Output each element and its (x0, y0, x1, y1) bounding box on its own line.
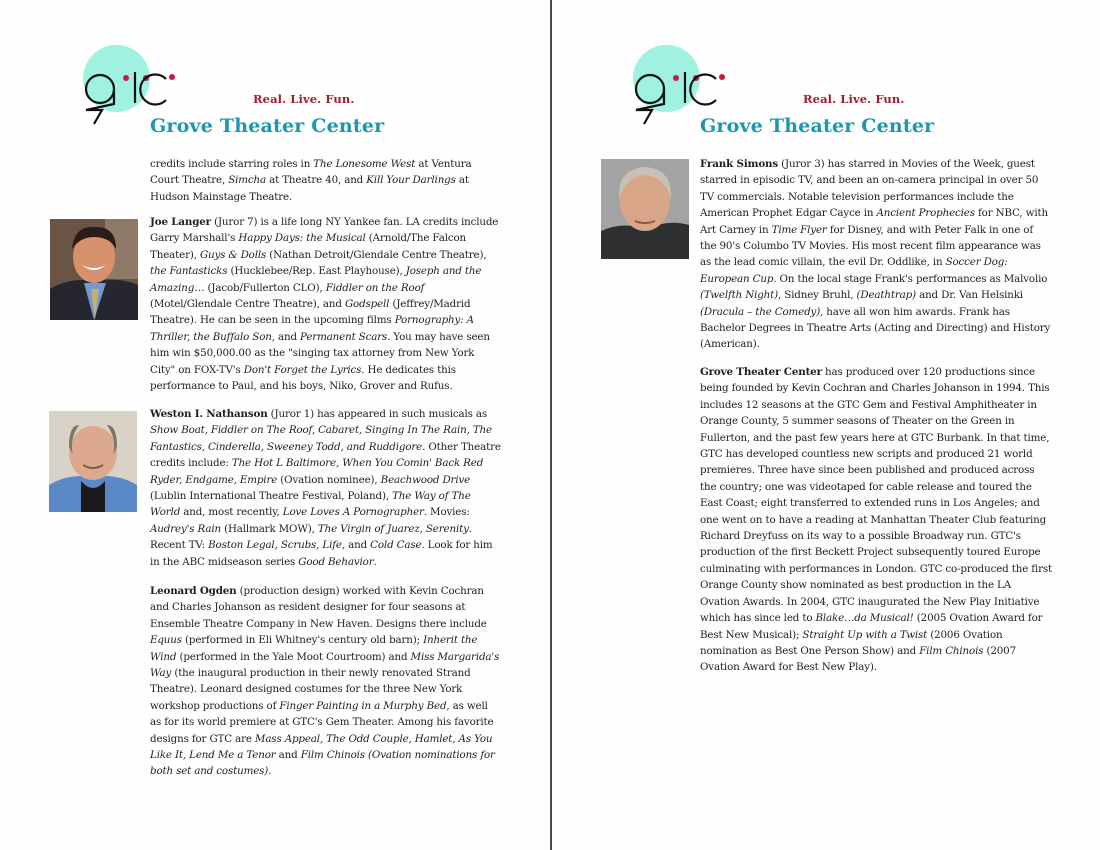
text-run: (Lublin International Theatre Festival, Poland), (150, 490, 393, 503)
title-italic: Pornography: A Thriller, the Buffalo Son, (150, 314, 474, 343)
text-run: (Hucklebee/Rep. East Playhouse), (227, 265, 406, 278)
text-run: credits include starring roles in (150, 158, 314, 170)
text-run: have all won him awards. Frank has Bachelor Degrees in Theatre Arts (Acting and Directing) and History (American). (700, 305, 1051, 351)
title-italic: Fiddler on the Roof (325, 281, 425, 294)
bio-text (150, 214, 502, 394)
headshot-joe-langer (50, 219, 138, 320)
bio-name: Grove Theater Center (700, 366, 822, 378)
title-italic: Don't Forget the Lyrics (243, 363, 362, 376)
text-run: at Theatre 40, and (265, 174, 367, 187)
text-run: (Motel/Glendale Centre Theatre), and (150, 298, 345, 311)
text-run: has produced over 120 productions since being founded by Kevin Cochran and Charles Johanson in 1994. This includes 12 seasons at the GTC Gem and Festival Amphitheater in Orange County, 5 summer seasons of Theater on the Green in Fullerton, and the past few years here at GTC Burbank. In that time, GTC has developed countless new scripts and produced 21 world premieres. Three have since been published and produced across the country; one was videotaped for cable release and toured the East Coast; eight transferred to extended runs in Los Angeles; and one went on to have a reading at Manhattan Theater Club featuring Richard Dreyfuss on its way to a possible Broadway run. GTC's production of the first Beckett Project subsequently toured Europe culminating with performances in London. GTC co-produced the first Orange County show nominated as best production in the LA Ovation Awards. In 2004, GTC inaugurated the New Play Initiative which has since led to (700, 366, 1052, 625)
text-run: (the inaugural production in their newly renovated Strand Theatre). Leonard designed costumes for the three New York workshop productions of (150, 667, 471, 712)
text-run: and (274, 330, 301, 343)
bio-text (150, 583, 502, 780)
portrait-image-icon (49, 411, 137, 512)
text-run: (Nathan Detroit/Glendale Centre Theatre), (266, 248, 487, 261)
title-italic: The Way of The World (150, 490, 471, 519)
text-run: (Ovation nominee), (277, 473, 381, 486)
text-run: . (373, 555, 377, 568)
text-run: (2005 Ovation Award for Best New Musical); (700, 612, 1043, 641)
title-italic: Good Behavior (298, 555, 374, 568)
title-italic: Finger Painting in a Murphy Bed (279, 699, 447, 712)
title-italic: Happy Days: the Musical (238, 232, 366, 245)
bio-text (150, 406, 502, 570)
title-italic: Film Chinois (Ovation nominations for both set and costumes). (150, 749, 495, 778)
text-run: (Arnold/The Falcon Theater), (150, 232, 466, 261)
text-run: . Recent TV: (150, 522, 472, 552)
bio-name: Leonard Ogden (150, 585, 237, 597)
text-run: (performed in Eli Whitney's century old barn); (181, 634, 424, 647)
text-run: and (344, 539, 371, 552)
text-run: (performed in the Yale Moot Courtroom) and (176, 650, 411, 663)
title-italic: The Virgin of Juarez, Serenity (317, 522, 469, 535)
text-run: and, most recently, (180, 506, 283, 519)
portrait-image-icon (601, 159, 689, 259)
text-run: , as well as for its world premiere at GTC's Gem Theater. Among his favorite designs for GTC are (150, 699, 494, 745)
title-italic: Straight Up with a Twist (802, 628, 928, 641)
bio-name: Weston I. Nathanson (150, 408, 268, 420)
bio-text (150, 156, 502, 205)
title-italic: Mass Appeal, The Odd Couple, Hamlet, As You Like It, Lend Me a Tenor (150, 732, 493, 762)
title-italic: (Deathtrap) (856, 289, 916, 302)
bio-grove-theater-center (700, 364, 1052, 684)
title-italic: Time Flyer (771, 223, 827, 236)
title-italic: The Hot L Baltimore, When You Comin' Back Red Ryder, Endgame, Empire (150, 457, 484, 486)
title-italic: Film Chinois (919, 644, 984, 657)
text-run: (2007 Ovation Award for Best New Play). (700, 644, 1016, 674)
title-italic: Love Loves A Pornographer (282, 506, 424, 519)
text-run: . Movies: (423, 506, 470, 519)
bio-frank-simons (700, 156, 1052, 361)
text-run: (Juror 7) is a life long NY Yankee fan. LA credits include Garry Marshall's (150, 216, 499, 245)
portrait-image-icon (50, 219, 138, 320)
bio-weston-nathanson (150, 406, 502, 578)
title-italic: Permanent Scars (300, 330, 388, 343)
text-run: (Juror 1) has appeared in such musicals as (267, 408, 488, 420)
continuation-paragraph (150, 156, 502, 213)
title-italic: the Fantasticks (150, 265, 228, 278)
bio-joe-langer (150, 214, 502, 402)
text-run: (Jacob/Fullerton CLO), (204, 281, 326, 294)
title-italic: Kill Your Darlings (366, 174, 456, 187)
bio-text (700, 156, 1052, 353)
title-italic: Audrey's Rain (150, 522, 221, 535)
org-title: Grove Theater Center (150, 115, 385, 137)
text-run: (production design) worked with Kevin Cochran and Charles Johanson as resident designer for four seasons at Ensemble Theatre Company in New Haven. Designs there include (150, 585, 487, 630)
title-italic: (Dracula – the Comedy), (700, 305, 824, 318)
right-page (552, 0, 1100, 850)
text-run: . Other Theatre credits include: (150, 440, 501, 470)
title-italic: Soccer Dog: European Cup (700, 256, 1008, 285)
title-italic: Inherit the Wind (150, 634, 478, 663)
text-run: for NBC, with Art Carney in (700, 207, 1048, 236)
title-italic: Boston Legal, Scrubs, Life, (208, 539, 345, 552)
text-run: and (275, 749, 301, 762)
title-italic: Godspell (344, 298, 390, 311)
headshot-frank-simons (601, 159, 689, 259)
text-run: . He dedicates this performance to Paul, and his boys, Niko, Grover and Rufus. (150, 363, 456, 393)
bio-text (700, 364, 1052, 676)
title-italic: (Twelfth Night) (700, 289, 779, 302)
bio-name: Frank Simons (700, 158, 779, 170)
title-italic: Beachwood Drive (380, 473, 471, 486)
tagline: Real. Live. Fun. (253, 92, 355, 106)
title-italic: Simcha (228, 174, 266, 187)
title-italic: Guys & Dolls (199, 248, 267, 261)
title-italic: Ancient Prophecies (876, 207, 975, 220)
headshot-weston-nathanson (49, 411, 137, 512)
title-italic: The Lonesome West (313, 158, 416, 170)
text-run: and Dr. Van Helsinki (915, 289, 1023, 302)
text-run: at Ventura Court Theatre, (150, 158, 472, 187)
text-run: (Jeffrey/Madrid Theatre). He can be seen in the upcoming films (150, 298, 471, 327)
title-italic: Joseph and the Amazing… (150, 265, 482, 294)
text-run: (2006 Ovation nomination as Best One Person Show) and (700, 628, 1003, 657)
bio-name: Joe Langer (150, 216, 211, 228)
text-run: (Hallmark MOW), (220, 522, 318, 535)
title-italic: Cold Case (370, 539, 422, 552)
text-run: . You may have seen him win $50,000.00 as the "singing tax attorney from New York City" on FOX-TV's (150, 330, 490, 376)
org-title: Grove Theater Center (700, 115, 935, 137)
text-run: (Juror 3) has starred in Movies of the Week, guest starred in episodic TV, and been an on-camera principal in over 50 TV commercials. Notable television performances include the American Prophet Edgar Cayce in (700, 158, 1039, 220)
title-italic: Equus (150, 634, 182, 647)
bio-leonard-ogden (150, 583, 502, 788)
title-italic: Blake…da Musical! (815, 612, 914, 625)
text-run: at Hudson Mainstage Theatre. (150, 174, 469, 203)
text-run: . Look for him in the ABC midseason series (150, 539, 493, 568)
title-italic: Miss Margarida's Way (150, 650, 500, 680)
text-run: , Sidney Bruhl, (778, 289, 857, 302)
tagline: Real. Live. Fun. (803, 92, 905, 106)
title-italic: Show Boat, Fiddler on The Roof, Cabaret, Singing In The Rain, The Fantastics, Cinderella, Sweeney Todd, and Ruddigore (150, 424, 492, 453)
text-run: for Disney, and with Peter Falk in one of the 90's Columbo TV Movies. His most recent film appearance was as the lead comic villain, the evil Dr. Oddlike, in (700, 223, 1041, 269)
text-run: . On the local stage Frank's performances as Malvolio (773, 272, 1048, 285)
